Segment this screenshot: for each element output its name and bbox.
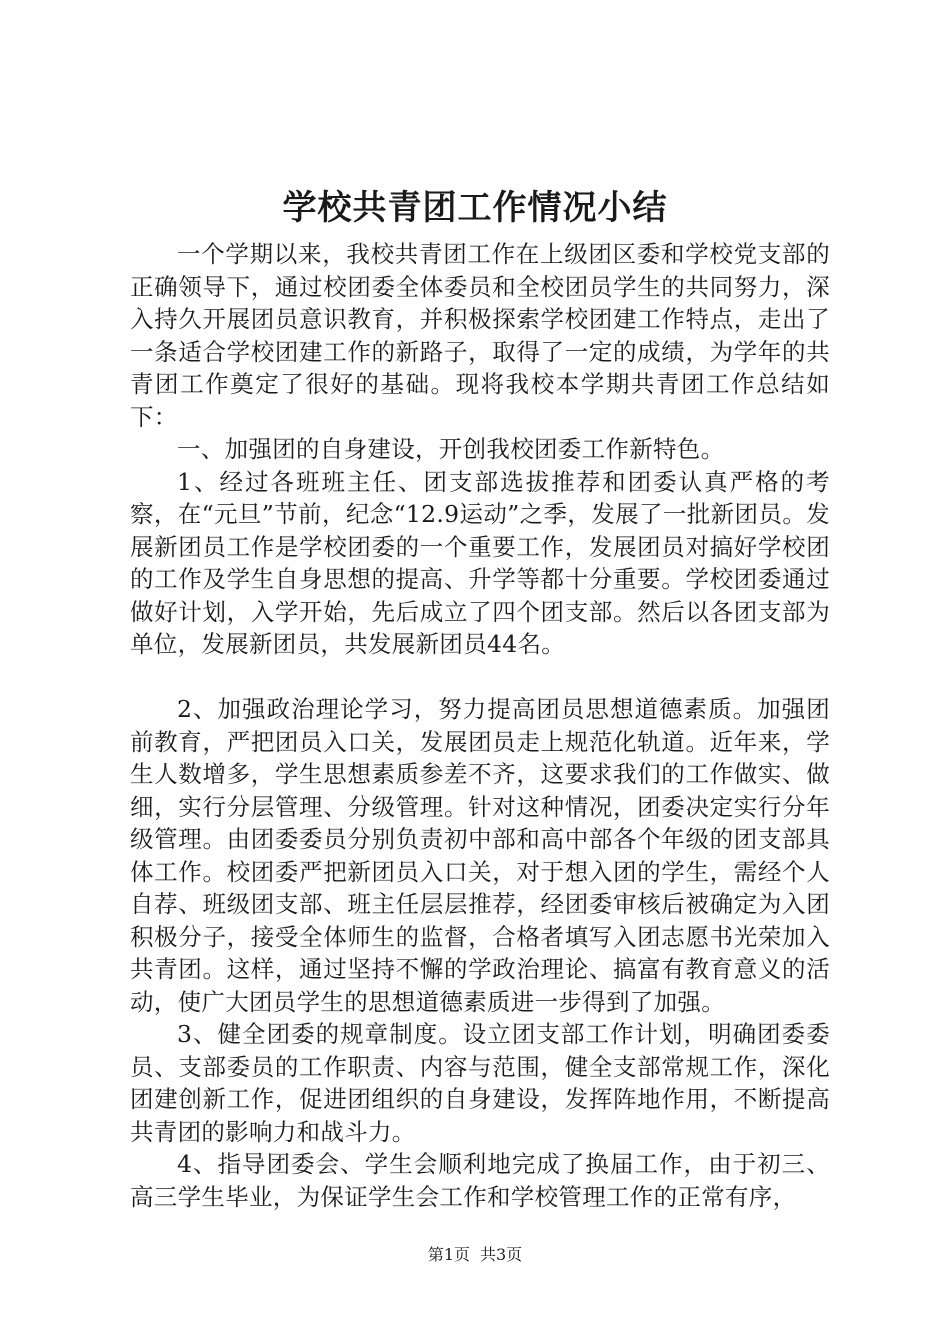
page-footer [0,1244,950,1266]
paragraph-item-1: 1、经过各班班主任、团支部选拔推荐和团委认真严格的考察，在“元旦”节前，纪念“12.9运动”之季，发展了一批新团员。发展新团员工作是学校团委的一个重要工作，发展团员对搞好学校团的工作及学生自身思想的提高、升学等都十分重要。学校团委通过做好计划，入学开始，先后成立了四个团支部。然后以各团支部为单位，发展新团员，共发展新团员44名。 [130,467,830,658]
paragraph-intro: 一个学期以来，我校共青团工作在上级团区委和学校党支部的正确领导下，通过校团委全体委员和全校团员学生的共同努力，深入持久开展团员意识教育，并积极探索学校团建工作特点，走出了一条适合学校团建工作的新路子，取得了一定的成绩，为学年的共青团工作奠定了很好的基础。现将我校本学期共青团工作总结如下： [130,240,830,431]
page-number: 第1页 [427,1245,470,1264]
paragraph-item-3: 3、健全团委的规章制度。设立团支部工作计划，明确团委委员、支部委员的工作职责、内容与范围，健全支部常规工作，深化团建创新工作，促进团组织的自身建设，发挥阵地作用，不断提高共青团的影响力和战斗力。 [130,1020,830,1146]
paragraph-item-4: 4、指导团委会、学生会顺利地完成了换届工作，由于初三、高三学生毕业，为保证学生会工作和学校管理工作的正常有序， [130,1150,830,1211]
page-total: 共3页 [480,1245,523,1264]
paragraph-section-heading: 一、加强团的自身建设，开创我校团委工作新特色。 [177,435,725,463]
paragraph-item-2: 2、加强政治理论学习，努力提高团员思想道德素质。加强团前教育，严把团员入口关，发展团员走上规范化轨道。近年来，学生人数增多，学生思想素质参差不齐，这要求我们的工作做实、做细，实行分层管理、分级管理。针对这种情况，团委决定实行分年级管理。由团委委员分别负责初中部和高中部各个年级的团支部具体工作。校团委严把新团员入口关，对于想入团的学生，需经个人自荐、班级团支部、班主任层层推荐，经团委审核后被确定为入团积极分子，接受全体师生的监督，合格者填写入团志愿书光荣加入共青团。这样，通过坚持不懈的学政治理论、搞富有教育意义的活动，使广大团员学生的思想道德素质进一步得到了加强。 [130,695,830,1016]
document-title: 学校共青团工作情况小结 [282,188,668,228]
document-body [130,238,830,1213]
